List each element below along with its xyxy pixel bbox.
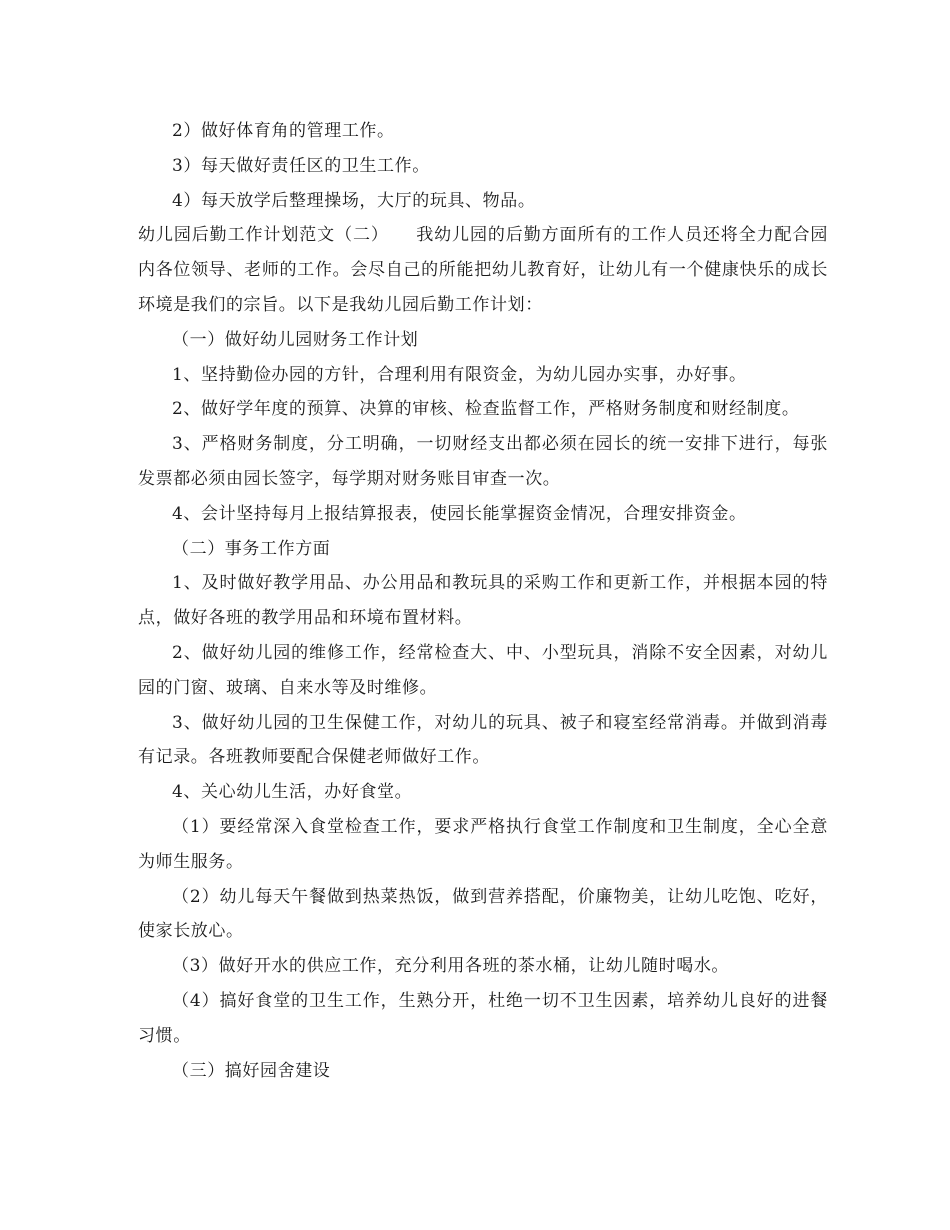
paragraph: 1、坚持勤俭办园的方针，合理利用有限资金，为幼儿园办实事，办好事。 [172, 364, 747, 385]
paragraph: 4、关心幼儿生活，办好食堂。 [172, 782, 413, 803]
subsection-heading: （二）事务工作方面 [172, 538, 331, 559]
document-body [138, 114, 828, 1088]
paragraph: （3）做好开水的供应工作，充分利用各班的茶水桶，让幼儿随时喝水。 [172, 956, 730, 977]
subsection-heading: （三）搞好园舍建设 [172, 1060, 331, 1081]
paragraph: 4）每天放学后整理操场，大厅的玩具、物品。 [172, 190, 536, 211]
paragraph: 2）做好体育角的管理工作。 [172, 121, 395, 141]
paragraph: 3、严格财务制度，分工明确，一切财经支出都必须在园长的统一安排下进行，每张发票都必须由园长签字，每学期对财务账目审查一次。 [138, 434, 828, 489]
paragraph: 4、会计坚持每月上报结算报表，使园长能掌握资金情况，合理安排资金。 [172, 503, 747, 524]
section-heading-paragraph: 幼儿园后勤工作计划范文（二） 我幼儿园的后勤方面所有的工作人员还将全力配合园内各位领导、老师的工作。会尽自己的所能把幼儿教育好，让幼儿有一个健康快乐的成长环境是我们的宗旨。以下是我幼儿园后勤工作计划： [138, 225, 828, 315]
paragraph: 2、做好学年度的预算、决算的审核、检查监督工作，严格财务制度和财经制度。 [172, 399, 800, 420]
paragraph: （4）搞好食堂的卫生工作，生熟分开，杜绝一切不卫生因素，培养幼儿良好的进餐习惯。 [138, 990, 828, 1046]
paragraph: 2、做好幼儿园的维修工作，经常检查大、中、小型玩具，消除不安全因素，对幼儿园的门窗、玻璃、自来水等及时维修。 [138, 642, 828, 698]
paragraph: （1）要经常深入食堂检查工作，要求严格执行食堂工作制度和卫生制度，全心全意为师生服务。 [138, 816, 828, 872]
paragraph: 3）每天做好责任区的卫生工作。 [172, 155, 430, 176]
paragraph: （2）幼儿每天午餐做到热菜热饭，做到营养搭配，价廉物美，让幼儿吃饱、吃好，使家长放心。 [138, 886, 828, 942]
paragraph: 3、做好幼儿园的卫生保健工作，对幼儿的玩具、被子和寝室经常消毒。并做到消毒有记录。各班教师要配合保健老师做好工作。 [138, 712, 828, 768]
paragraph: 1、及时做好教学用品、办公用品和教玩具的采购工作和更新工作，并根据本园的特点，做好各班的教学用品和环境布置材料。 [138, 573, 828, 629]
subsection-heading: （一）做好幼儿园财务工作计划 [172, 329, 419, 350]
